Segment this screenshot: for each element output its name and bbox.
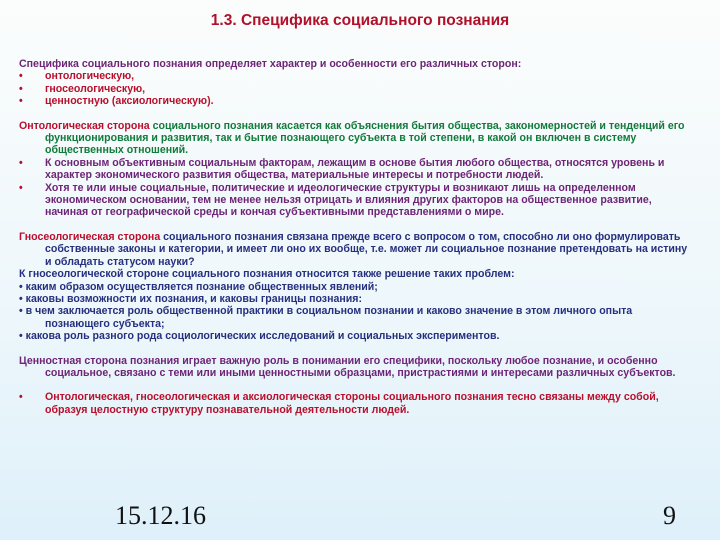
onto-bullet: • Хотя те или иные социальные, политические и идеологические структуры и возникают лишь на определенном экономическом основании, тем не менее нельзя отрицать и влияния других факторов на общественное развитие, начиная от географической среды и кончая субъективными представлениями о мире.	[19, 181, 652, 219]
slide-body	[19, 58, 691, 416]
value-text: познания играет важную роль в понимании его специфики, поскольку любое познание, и особенно социальное, связано с теми или иными ценностными образцами, пристрастиями и интересами различных субъектов.	[45, 354, 676, 379]
gnoseo-problem: • каким образом осуществляется познание общественных явлений;	[19, 280, 378, 293]
onto-term: Онтологическая сторона	[19, 119, 150, 132]
onto-bullet: • К основным объективным социальным факторам, лежащим в основе бытия любого общества, относятся уровень и характер экономического развития общества, материальные интересы и потребности людей.	[19, 156, 665, 182]
gnoseo-term: Гносеологическая сторона	[19, 230, 161, 243]
bullet-icon: •	[19, 181, 23, 194]
gnoseo-problems-intro: К гносеологической стороне социального познания относится также решение таких проблем:	[19, 268, 515, 281]
gnoseo-problem: • какова роль разного рода социологических исследований и социальных экспериментов.	[19, 330, 500, 343]
footer-date: 15.12.16	[115, 501, 206, 530]
intro-item: • ценностную (аксиологическую).	[19, 95, 214, 108]
intro-item: • онтологическую,	[19, 70, 135, 83]
conclusion-bullet: • Онтологическая, гносеологическая и аксиологическая стороны социального познания тесно связаны между собой, образуя целостную структуру познавательной деятельности людей.	[19, 391, 659, 416]
value-paragraph	[19, 355, 691, 380]
gnoseo-problem: • в чем заключается роль общественной практики в социальном познании и каково значение в этом личного опыта познающего субъекта;	[19, 305, 633, 330]
onto-text: социального познания касается как объяснения бытия общества, закономерностей и тенденций его функционирования и развития, так и бытие познающего субъекта в той степени, в какой он включен в систему общественных отношений.	[45, 119, 685, 157]
slide-title: 1.3. Специфика социального познания	[210, 12, 510, 29]
bullet-icon: •	[19, 82, 23, 95]
page-number: 9	[663, 501, 676, 530]
value-term: Ценностная сторона	[19, 354, 128, 367]
onto-paragraph	[19, 120, 691, 157]
gnoseo-text: социального познания связана прежде всего с вопросом о том, способно ли оно формулировать собственные законы и категории, и имеет ли оно их вообще, т.е. может ли социальное познание претендовать на истину и обладать статусом науки?	[45, 230, 688, 268]
bullet-icon: •	[19, 391, 23, 404]
intro-item: • гносеологическую,	[19, 82, 146, 95]
bullet-icon: •	[19, 156, 23, 169]
bullet-icon: •	[19, 70, 23, 83]
intro-text: Специфика социального познания определяет характер и особенности его различных сторон:	[19, 58, 522, 70]
gnoseo-problem: • каковы возможности их познания, и каковы границы познания:	[19, 292, 362, 305]
gnoseo-paragraph	[19, 231, 691, 268]
bullet-icon: •	[19, 95, 23, 108]
